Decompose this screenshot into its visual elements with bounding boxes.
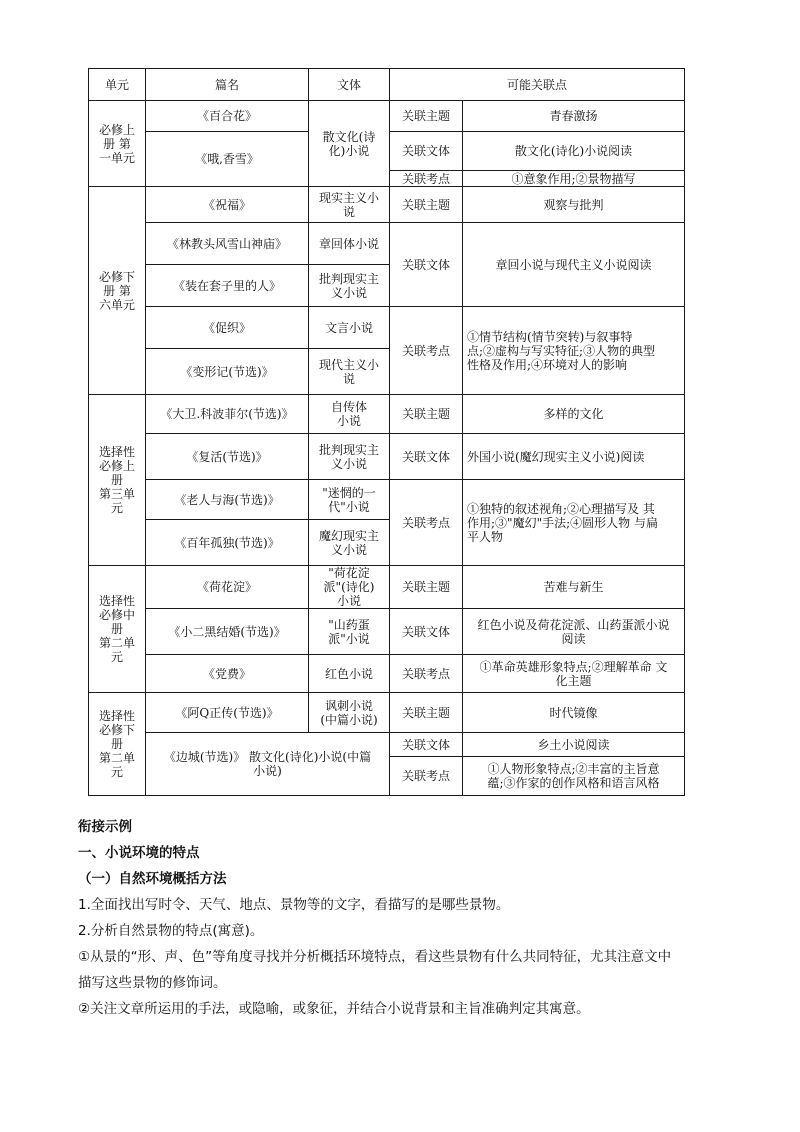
relation-label-cell: 关联主题 bbox=[390, 187, 463, 223]
work-title-cell: 《荷花淀》 bbox=[146, 566, 309, 609]
table-row bbox=[89, 609, 685, 655]
relation-value-cell: ①情节结构(情节突转)与叙事特 点;②虚构与写实特征;③人物的典型 性格及作用;④环境对人的影响 bbox=[463, 307, 685, 395]
relation-label-cell: 关联文体 bbox=[390, 609, 463, 655]
genre-cell: 文言小说 bbox=[309, 307, 390, 349]
work-title-genre-cell: 《边城(节选)》 散文化(诗化)小说(中篇 小说) bbox=[146, 733, 390, 796]
unit-cell: 选择性 必修中 册 第二单 元 bbox=[89, 566, 146, 693]
work-title-cell: 《装在套子里的人》 bbox=[146, 265, 309, 307]
table-header-row bbox=[89, 69, 685, 101]
relation-label-cell: 关联文体 bbox=[390, 434, 463, 480]
paragraph: 1.全面找出写时令、天气、地点、景物等的文字，看描写的是哪些景物。 bbox=[78, 897, 510, 913]
genre-cell: 批判现实主 义小说 bbox=[309, 265, 390, 307]
relation-value-cell: 章回小说与现代主义小说阅读 bbox=[463, 223, 685, 307]
work-title-cell: 《变形记(节选)》 bbox=[146, 349, 309, 395]
relation-value-cell: 乡土小说阅读 bbox=[463, 733, 685, 757]
paragraph: ②关注文章所运用的手法，或隐喻，或象征，并结合小说背景和主旨准确判定其寓意。 bbox=[78, 1001, 590, 1017]
relation-label-cell: 关联主题 bbox=[390, 395, 463, 434]
table-row bbox=[89, 480, 685, 520]
genre-cell: 魔幻现实主 义小说 bbox=[309, 520, 390, 566]
work-title-cell: 《党费》 bbox=[146, 655, 309, 693]
genre-cell: "迷惘的一 代"小说 bbox=[309, 480, 390, 520]
relation-value-cell: ①革命英雄形象特点;②理解革命 文 化主题 bbox=[463, 655, 685, 693]
unit-relation-table bbox=[88, 68, 685, 796]
relation-value-cell: 苦难与新生 bbox=[463, 566, 685, 609]
work-title-cell: 《大卫.科波菲尔(节选)》 bbox=[146, 395, 309, 434]
table-row bbox=[89, 223, 685, 265]
genre-cell: "山药蛋 派"小说 bbox=[309, 609, 390, 655]
table-row bbox=[89, 395, 685, 434]
table-row bbox=[89, 187, 685, 223]
genre-cell: 讽刺小说 (中篇小说) bbox=[309, 693, 390, 733]
header-cell-relations: 可能关联点 bbox=[390, 69, 685, 101]
relation-label-cell: 关联考点 bbox=[390, 480, 463, 566]
unit-cell: 选择性 必修下 册 第二单 元 bbox=[89, 693, 146, 796]
work-title-cell: 《林教头风雪山神庙》 bbox=[146, 223, 309, 265]
relation-label-cell: 关联主题 bbox=[390, 101, 463, 132]
table-row bbox=[89, 307, 685, 349]
work-title-cell: 《哦,香雪》 bbox=[146, 132, 309, 187]
work-title-cell: 《小二黑结婚(节选)》 bbox=[146, 609, 309, 655]
table-row bbox=[89, 101, 685, 132]
genre-cell: 现实主义小 说 bbox=[309, 187, 390, 223]
work-title-cell: 《老人与海(节选)》 bbox=[146, 480, 309, 520]
table-row bbox=[89, 566, 685, 609]
paragraph-continuation: 描写这些景物的修饰词。 bbox=[78, 975, 227, 991]
relation-label-cell: 关联主题 bbox=[390, 693, 463, 733]
explanation-section bbox=[78, 814, 768, 1022]
relation-value-cell: 散文化(诗化)小说阅读 bbox=[463, 132, 685, 171]
relation-label-cell: 关联主题 bbox=[390, 566, 463, 609]
genre-cell: "荷花淀 派"(诗化) 小说 bbox=[309, 566, 390, 609]
relation-value-cell: ①人物形象特点;②丰富的主旨意 蕴;③作家的创作风格和语言风格 bbox=[463, 757, 685, 796]
relation-label-cell: 关联考点 bbox=[390, 171, 463, 187]
section-heading: 衔接示例 bbox=[78, 819, 132, 835]
header-cell-genre: 文体 bbox=[309, 69, 390, 101]
table-row bbox=[89, 434, 685, 480]
header-cell-unit: 单元 bbox=[89, 69, 146, 101]
relation-label-cell: 关联文体 bbox=[390, 132, 463, 171]
relation-value-cell: 多样的文化 bbox=[463, 395, 685, 434]
table-row bbox=[89, 733, 685, 757]
relation-value-cell: ①意象作用;②景物描写 bbox=[463, 171, 685, 187]
work-title-cell: 《复活(节选)》 bbox=[146, 434, 309, 480]
work-title-cell: 《百合花》 bbox=[146, 101, 309, 132]
genre-cell: 自传体 小说 bbox=[309, 395, 390, 434]
work-title-cell: 《祝福》 bbox=[146, 187, 309, 223]
relation-value-cell: 外国小说(魔幻现实主义小说)阅读 bbox=[463, 434, 685, 480]
unit-cell: 必修下 册 第 六单元 bbox=[89, 187, 146, 395]
heading-level-2: （一）自然环境概括方法 bbox=[78, 871, 227, 887]
header-cell-title: 篇名 bbox=[146, 69, 309, 101]
genre-cell: 现代主义小 说 bbox=[309, 349, 390, 395]
paragraph: ①从景的“形、声、色”等角度寻找并分析概括环境特点，看这些景物有什么共同特征，尤其注意文中 bbox=[78, 949, 672, 965]
table-row bbox=[89, 693, 685, 733]
relation-label-cell: 关联考点 bbox=[390, 307, 463, 395]
genre-cell: 红色小说 bbox=[309, 655, 390, 693]
relation-value-cell: 青春激扬 bbox=[463, 101, 685, 132]
relation-value-cell: 观察与批判 bbox=[463, 187, 685, 223]
genre-cell: 批判现实主 义小说 bbox=[309, 434, 390, 480]
relation-label-cell: 关联文体 bbox=[390, 733, 463, 757]
relation-label-cell: 关联文体 bbox=[390, 223, 463, 307]
relation-value-cell: 时代镜像 bbox=[463, 693, 685, 733]
table-row bbox=[89, 655, 685, 693]
work-title-cell: 《阿Q正传(节选)》 bbox=[146, 693, 309, 733]
relation-label-cell: 关联考点 bbox=[390, 655, 463, 693]
unit-cell: 选择性 必修上 册 第三单 元 bbox=[89, 395, 146, 566]
unit-cell: 必修上 册 第 一单元 bbox=[89, 101, 146, 187]
paragraph: 2.分析自然景物的特点(寓意)。 bbox=[78, 923, 264, 939]
genre-cell: 散文化(诗 化)小说 bbox=[309, 101, 390, 187]
relation-value-cell: ①独特的叙述视角;②心理描写及 其 作用;③"魔幻"手法;④圆形人物 与扁 平人物 bbox=[463, 480, 685, 566]
work-title-cell: 《百年孤独(节选)》 bbox=[146, 520, 309, 566]
relation-label-cell: 关联考点 bbox=[390, 757, 463, 796]
work-title-cell: 《促织》 bbox=[146, 307, 309, 349]
relation-value-cell: 红色小说及荷花淀派、山药蛋派小说 阅读 bbox=[463, 609, 685, 655]
genre-cell: 章回体小说 bbox=[309, 223, 390, 265]
heading-level-1: 一、小说环境的特点 bbox=[78, 845, 200, 861]
